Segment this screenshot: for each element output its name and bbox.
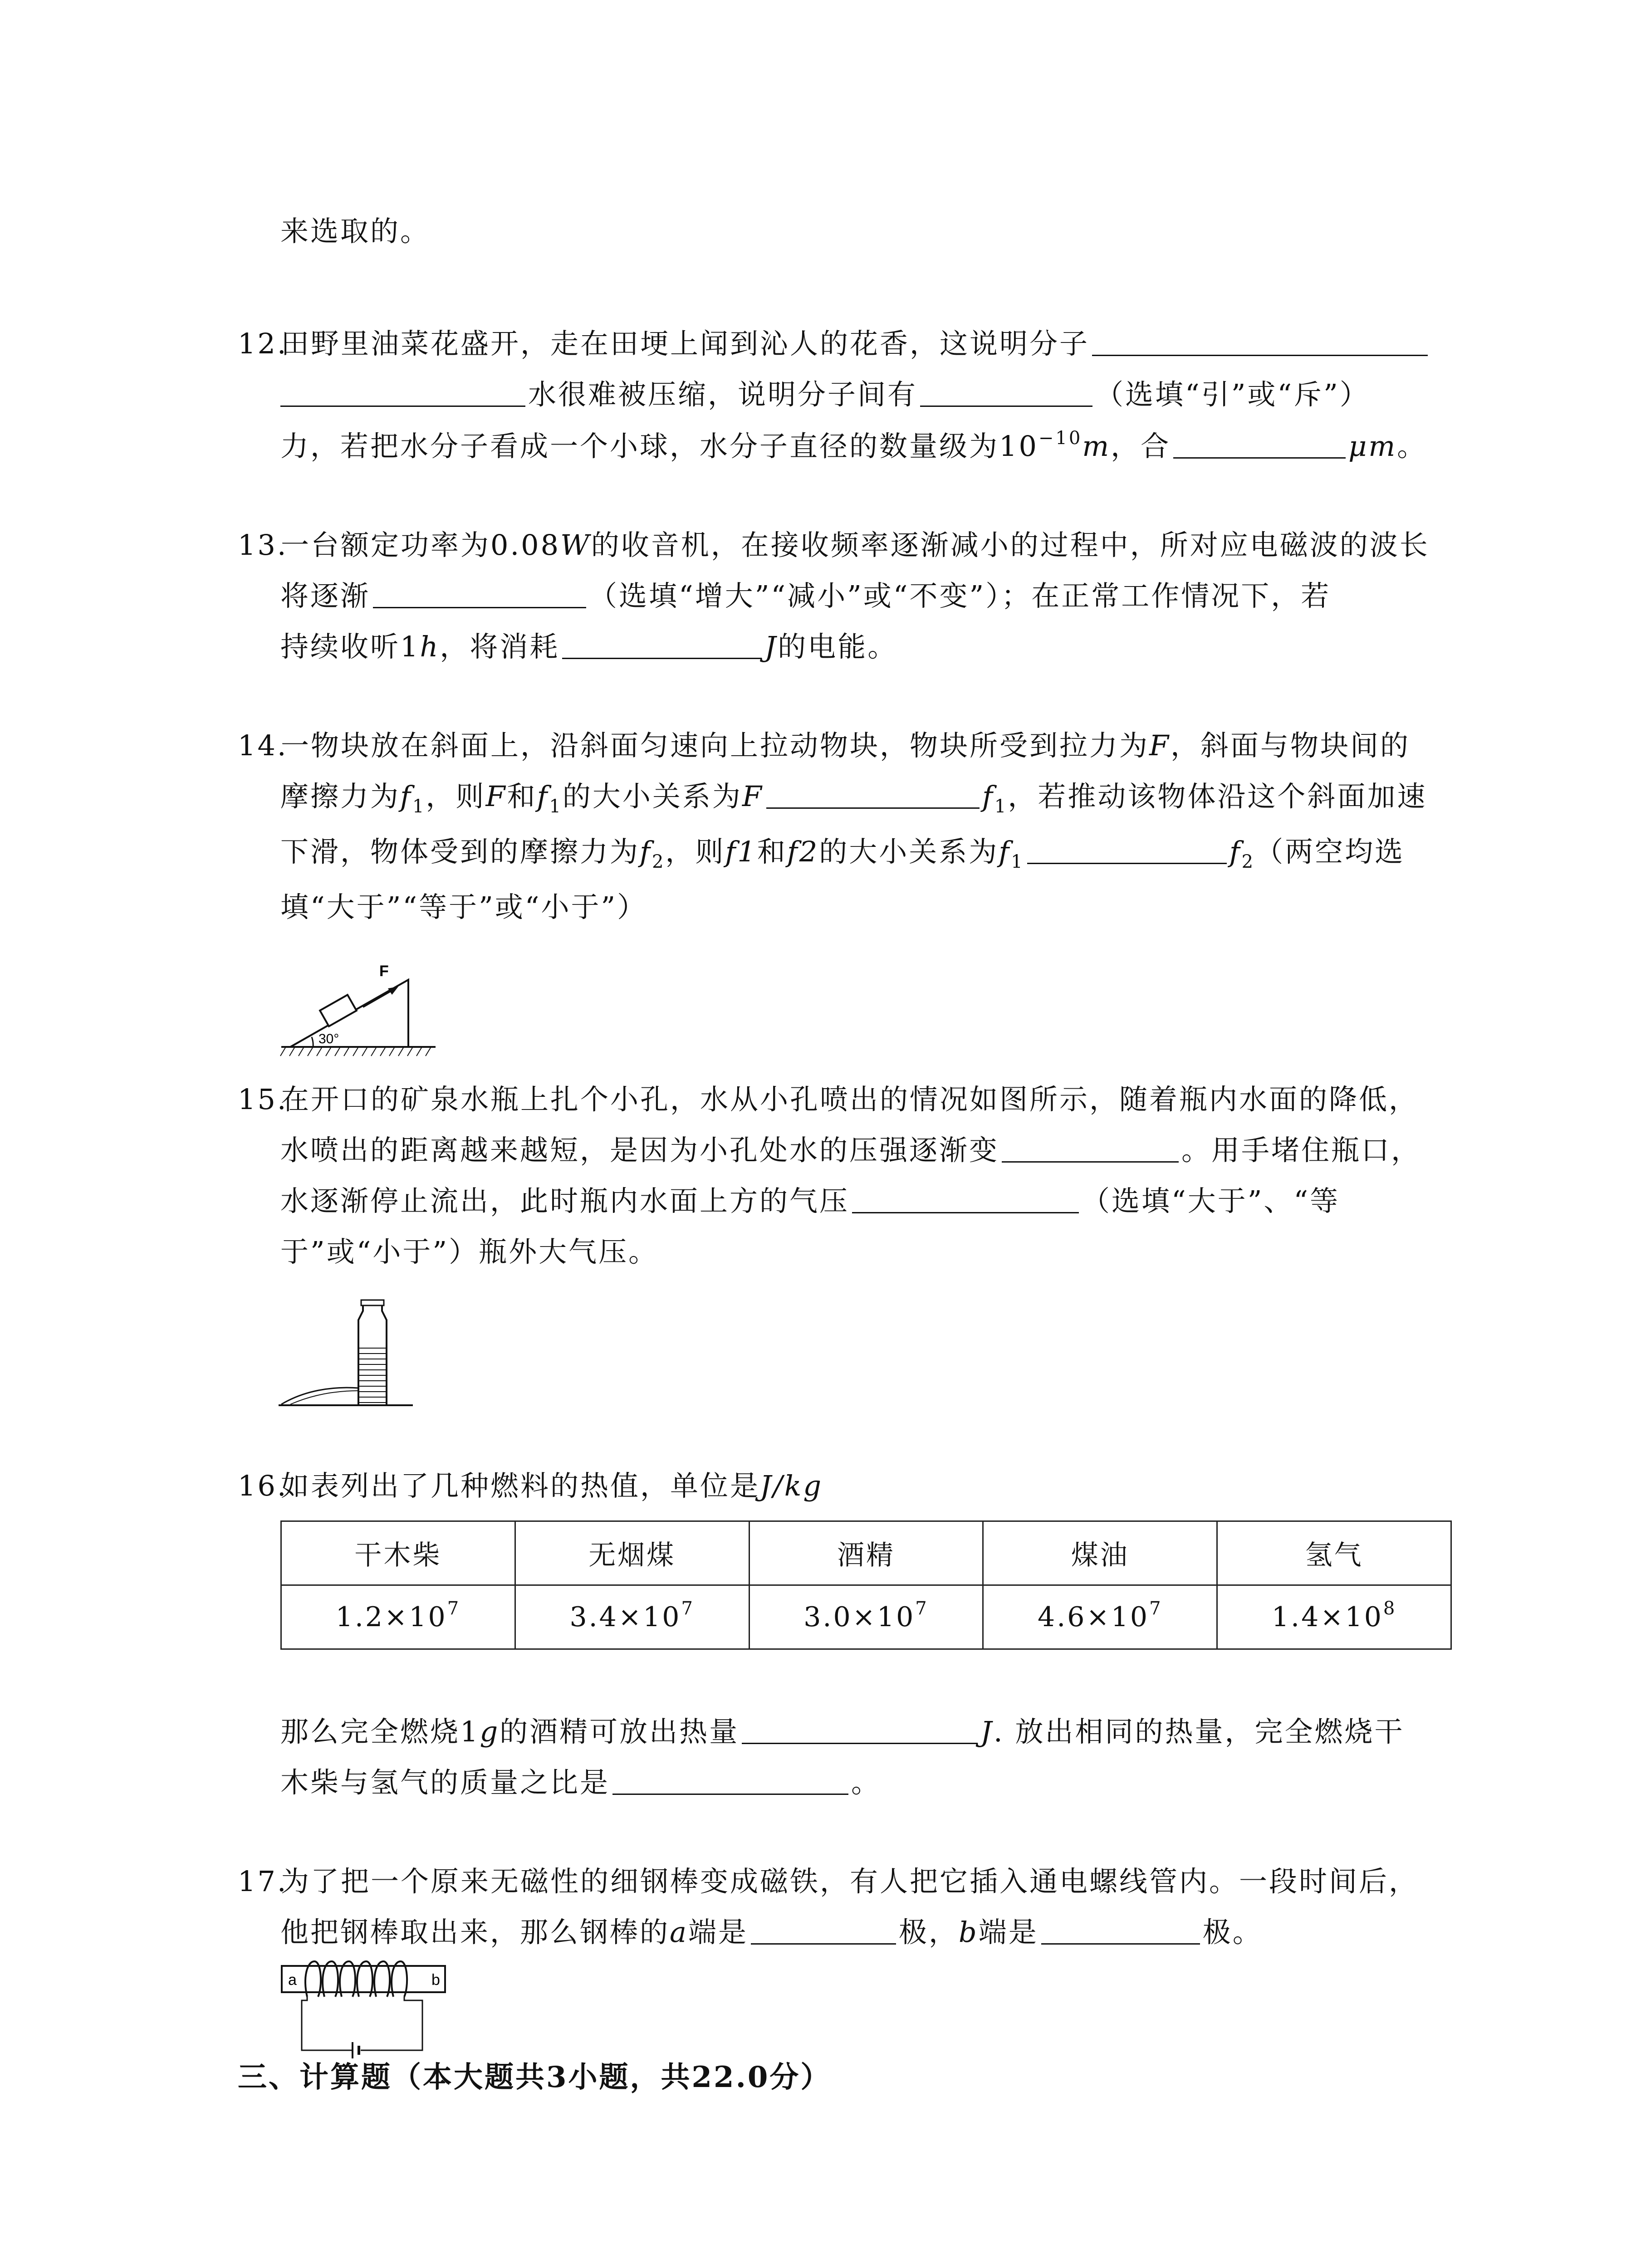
q14-line4 bbox=[280, 889, 647, 925]
water-jet bbox=[281, 1388, 358, 1404]
table-header: 无烟煤 bbox=[515, 1521, 749, 1585]
q13-line2 bbox=[280, 578, 1331, 614]
q15-blank-2[interactable] bbox=[852, 1184, 1079, 1213]
variable: f bbox=[537, 780, 549, 813]
table-header-row bbox=[281, 1521, 1451, 1585]
subscript: 1 bbox=[1011, 851, 1024, 872]
q17-blank-2[interactable] bbox=[1041, 1915, 1200, 1945]
unit: μm bbox=[1348, 430, 1397, 463]
incline-figure bbox=[277, 934, 440, 1061]
table-row bbox=[281, 1585, 1451, 1649]
unit: m bbox=[1082, 430, 1111, 463]
q15-line3 bbox=[280, 1183, 1340, 1219]
arrow-head-icon bbox=[388, 987, 398, 995]
variable: f bbox=[999, 835, 1011, 868]
q14-text: 的大小关系为 bbox=[562, 780, 742, 813]
table-cell bbox=[515, 1585, 749, 1649]
unit: J/kg bbox=[760, 1469, 823, 1502]
wire-right bbox=[361, 1997, 422, 2050]
q14-text: 和 bbox=[757, 835, 787, 868]
q17-text: 他把钢棒取出来，那么钢棒的 bbox=[280, 1916, 670, 1949]
cell-value: 3.4×10 bbox=[569, 1601, 681, 1633]
q12-text: 水很难被压缩，说明分子间有 bbox=[528, 378, 918, 411]
table-header: 氢气 bbox=[1217, 1521, 1451, 1585]
exponent: 7 bbox=[681, 1598, 695, 1619]
q16-text: 那么完全燃烧1 bbox=[280, 1715, 480, 1748]
q12-line1 bbox=[238, 326, 1430, 362]
q16-text: . 放出相同的热量，完全燃烧干 bbox=[994, 1715, 1405, 1748]
q16-line1 bbox=[238, 1468, 823, 1504]
q13-text: 的收音机，在接收频率逐渐减小的过程中，所对应电磁波的波长 bbox=[591, 528, 1430, 562]
table-cell bbox=[281, 1585, 515, 1649]
question-number: 16. bbox=[238, 1469, 288, 1502]
exponent: 7 bbox=[447, 1598, 461, 1619]
q16-blank-1[interactable] bbox=[742, 1715, 978, 1744]
table-cell bbox=[749, 1585, 983, 1649]
variable: f1 bbox=[725, 835, 757, 868]
exponent: 7 bbox=[1149, 1598, 1163, 1619]
q17-text: 极， bbox=[899, 1916, 959, 1949]
q13-text: （选填“增大”“减小”或“不变”）；在正常工作情况下，若 bbox=[589, 579, 1331, 612]
q12-blank-3[interactable] bbox=[1173, 429, 1346, 459]
q16-line3 bbox=[280, 1765, 881, 1801]
q14-blank-2[interactable] bbox=[1027, 835, 1227, 864]
cell-value: 1.2×10 bbox=[335, 1601, 447, 1633]
q16-line2 bbox=[280, 1714, 1404, 1750]
variable: F bbox=[742, 780, 764, 813]
angle-label: 30° bbox=[318, 1031, 339, 1046]
q16-text: 。 bbox=[851, 1766, 882, 1799]
exponent: 8 bbox=[1383, 1598, 1397, 1619]
q12-blank-1[interactable] bbox=[1092, 327, 1428, 356]
solenoid-figure bbox=[279, 1960, 451, 2068]
unit: g bbox=[480, 1715, 500, 1748]
q15-blank-1[interactable] bbox=[1002, 1133, 1179, 1163]
variable: F bbox=[1149, 729, 1171, 762]
q17-blank-1[interactable] bbox=[751, 1915, 896, 1945]
q14-text: （两空均选 bbox=[1255, 835, 1405, 868]
q15-line1 bbox=[238, 1081, 1419, 1118]
unit: J bbox=[764, 630, 778, 663]
q14-text: 摩擦力为 bbox=[280, 780, 401, 813]
q14-line2 bbox=[280, 778, 1427, 815]
q13-text: ，将消耗 bbox=[440, 630, 560, 663]
question-number: 15. bbox=[238, 1083, 288, 1116]
section-heading: 三、计算题（本大题共3小题，共22.0分） bbox=[238, 2060, 832, 2094]
q16-text: 的酒精可放出热量 bbox=[500, 1715, 740, 1748]
q14-text: 填“大于”“等于”或“小于”） bbox=[280, 890, 647, 924]
q13-blank-1[interactable] bbox=[373, 579, 586, 608]
q12-blank-1-cont[interactable] bbox=[280, 377, 525, 407]
q16-blank-2[interactable] bbox=[612, 1765, 848, 1795]
subscript: 2 bbox=[1241, 851, 1255, 872]
q13-text: 持续收听1 bbox=[280, 630, 420, 663]
q14-text: ，斜面与物块间的 bbox=[1171, 729, 1411, 762]
q12-text: （选填“引”或“斥”） bbox=[1095, 378, 1370, 411]
q17-text: 端是 bbox=[688, 1916, 748, 1949]
q14-text: 一物块放在斜面上，沿斜面匀速向上拉动物块，物块所受到拉力为 bbox=[281, 729, 1150, 762]
q14-line3 bbox=[280, 834, 1405, 870]
q15-text: 于”或“小于”）瓶外大气压。 bbox=[280, 1235, 659, 1268]
ground-hatch bbox=[280, 1047, 431, 1056]
q14-text: 的大小关系为 bbox=[819, 835, 999, 868]
variable: f bbox=[400, 780, 412, 813]
question-number: 17. bbox=[238, 1865, 288, 1898]
variable: a bbox=[670, 1916, 688, 1949]
table-header: 干木柴 bbox=[281, 1521, 515, 1585]
water-jet-inner bbox=[290, 1391, 358, 1404]
q16-text: 木柴与氢气的质量之比是 bbox=[280, 1766, 610, 1799]
fuel-table bbox=[280, 1520, 1452, 1650]
table-cell bbox=[983, 1585, 1217, 1649]
q12-blank-2[interactable] bbox=[920, 377, 1092, 407]
unit: J bbox=[980, 1715, 994, 1748]
q17-text: 为了把一个原来无磁性的细钢棒变成磁铁，有人把它插入通电螺线管内。一段时间后， bbox=[281, 1865, 1419, 1898]
wire-left bbox=[302, 1997, 352, 2050]
q15-text: （选填“大于”、“等 bbox=[1082, 1184, 1340, 1217]
q17-text: 端是 bbox=[978, 1916, 1038, 1949]
variable: f bbox=[1229, 835, 1242, 868]
q14-line1 bbox=[238, 728, 1410, 764]
q14-text: 下滑，物体受到的摩擦力为 bbox=[280, 835, 640, 868]
table-header: 煤油 bbox=[983, 1521, 1217, 1585]
q14-text: ，则 bbox=[665, 835, 725, 868]
block bbox=[320, 995, 357, 1026]
q14-text: ，若推动该物体沿这个斜面加速 bbox=[1008, 780, 1427, 813]
q12-text: 力，若把水分子看成一个小球，水分子直径的数量级为10 bbox=[280, 430, 1038, 463]
force-arrow bbox=[363, 989, 394, 1007]
q14-text: ，则 bbox=[426, 780, 486, 813]
question-number: 14. bbox=[238, 729, 288, 762]
cell-value: 4.6×10 bbox=[1038, 1601, 1150, 1633]
variable: b bbox=[959, 1916, 979, 1949]
q12-line2 bbox=[280, 376, 1370, 413]
question-number: 13. bbox=[238, 528, 288, 562]
subscript: 2 bbox=[652, 851, 666, 872]
end-b-label: b bbox=[431, 1971, 440, 1989]
subscript: 1 bbox=[549, 796, 563, 817]
cell-value: 3.0×10 bbox=[803, 1601, 916, 1633]
q12-text: 田野里油菜花盛开，走在田埂上闻到沁人的花香，这说明分子 bbox=[281, 327, 1090, 360]
q15-line2 bbox=[280, 1132, 1421, 1168]
bottle-figure bbox=[277, 1297, 422, 1415]
question-number: 12. bbox=[238, 327, 288, 360]
exponent: 7 bbox=[915, 1598, 929, 1619]
q12-text: 。 bbox=[1397, 430, 1427, 463]
q16-text: 如表列出了几种燃料的热值，单位是 bbox=[281, 1469, 760, 1502]
unit: h bbox=[420, 630, 440, 663]
subscript: 1 bbox=[994, 796, 1008, 817]
variable: f bbox=[982, 780, 994, 813]
q15-text: 水逐渐停止流出，此时瓶内水面上方的气压 bbox=[280, 1184, 850, 1217]
q15-text: 水喷出的距离越来越短，是因为小孔处水的压强逐渐变 bbox=[280, 1134, 999, 1167]
subscript: 1 bbox=[412, 796, 426, 817]
q14-blank-1[interactable] bbox=[766, 779, 980, 809]
q17-line2 bbox=[280, 1914, 1263, 1950]
force-label: F bbox=[379, 963, 389, 980]
intro-tail bbox=[280, 213, 430, 249]
q12-text: ，合 bbox=[1111, 430, 1171, 463]
q12-line3 bbox=[280, 428, 1427, 464]
unit: W bbox=[560, 528, 591, 562]
cell-value: 1.4×10 bbox=[1271, 1601, 1383, 1633]
q17-text: 极。 bbox=[1202, 1916, 1263, 1949]
angle-arc bbox=[312, 1037, 313, 1047]
exponent: −10 bbox=[1038, 428, 1083, 449]
table-header: 酒精 bbox=[749, 1521, 983, 1585]
q15-text: 在开口的矿泉水瓶上扎个小孔，水从小孔喷出的情况如图所示，随着瓶内水面的降低， bbox=[281, 1083, 1419, 1116]
q13-text: 将逐渐 bbox=[280, 579, 371, 612]
q13-text: 一台额定功率为0.08 bbox=[281, 528, 561, 562]
table-cell bbox=[1217, 1585, 1451, 1649]
q13-blank-2[interactable] bbox=[562, 630, 762, 659]
q17-line1 bbox=[238, 1863, 1419, 1900]
variable: f2 bbox=[787, 835, 819, 868]
q13-line1 bbox=[238, 527, 1430, 563]
q15-text: 。用手堵住瓶口， bbox=[1181, 1134, 1421, 1167]
variable: F bbox=[485, 780, 507, 813]
q14-text: 和 bbox=[507, 780, 537, 813]
q15-line4 bbox=[280, 1234, 658, 1270]
q13-line3 bbox=[280, 629, 897, 665]
q13-text: 的电能。 bbox=[778, 630, 898, 663]
intro-tail-text: 来选取的。 bbox=[280, 215, 431, 248]
variable: f bbox=[640, 835, 652, 868]
end-a-label: a bbox=[288, 1971, 297, 1989]
bottle-cap bbox=[361, 1300, 384, 1305]
